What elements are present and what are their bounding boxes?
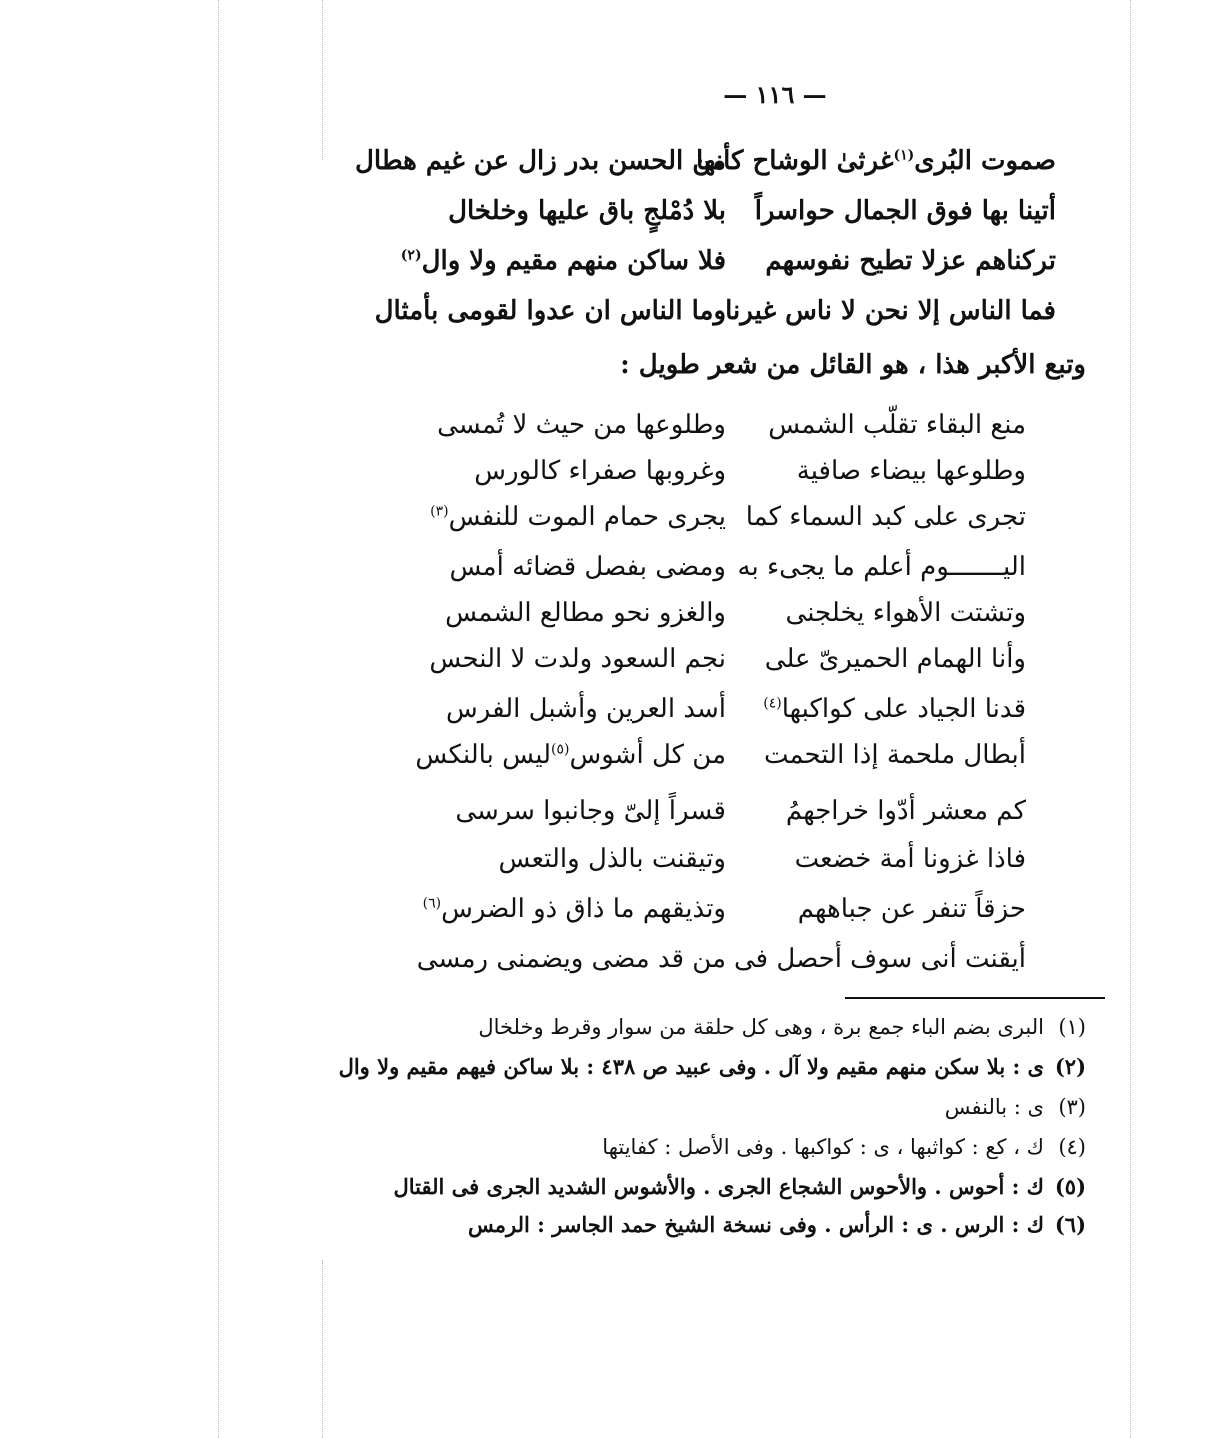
scan-artifact-line	[218, 0, 219, 1438]
verse-second-hemistich: من قد مضى ويضمنى رمسى	[416, 944, 726, 974]
verse-first-hemistich: اليـــــــوم أعلم ما يجىء به	[737, 552, 1026, 582]
verse-line	[496, 838, 1026, 880]
footnote-text: ك ، كع : كواثبها ، ى : كواكبها . وفى الأصل : كفايتها	[602, 1135, 1044, 1159]
footnote-text: ك : أحوس . والأحوس الشجاع الجرى . والأشوس الشديد الجرى فى القتال	[393, 1174, 1044, 1199]
verse-line	[374, 290, 1056, 332]
verse-line	[415, 734, 1026, 776]
verse-line	[437, 404, 1026, 446]
footnote	[602, 1130, 1086, 1164]
verse-first-hemistich: وتشتت الأهواء يخلجنى	[785, 598, 1026, 628]
footnote-ref: (١)	[893, 147, 915, 164]
footnote-number: (٣)	[1058, 1095, 1086, 1119]
page-number: — ١١٦ —	[723, 80, 827, 109]
verse-first-hemistich: أبطال ملحمة إذا التحمت	[763, 740, 1026, 770]
verse-line	[416, 938, 1026, 980]
verse-second-hemistich: أسد العرين وأشبل الفرس	[446, 694, 726, 724]
verse-second-hemistich: يجرى حمام الموت للنفس$^{(٣)}$	[430, 502, 726, 532]
verse-line	[448, 190, 1056, 232]
verse-first-hemistich: فاذا غزونا أمة خضعت	[794, 844, 1026, 874]
footnote-number: (٤)	[1058, 1135, 1086, 1159]
footnote-ref: (٤)	[763, 695, 782, 712]
verse-line	[445, 592, 1026, 634]
footnote-text: ك : الرس . ى : الرأس . وفى نسخة الشيخ حمد الجاسر : الرمس	[467, 1212, 1044, 1237]
verse-second-hemistich: ومضى بفصل قضائه أمس	[449, 552, 726, 582]
verse-second-hemistich: من الحسن بدر زال عن غيم هطال	[355, 146, 726, 176]
verse-second-hemistich: قسراً إلىّ وجانبوا سرسى	[455, 796, 726, 826]
verse-line	[422, 888, 1026, 930]
verse-second-hemistich: من كل أشوس$^{(٥)}$ليس بالنكس	[415, 740, 726, 770]
verse-first-hemistich: وأنا الهمام الحميرىّ على	[764, 644, 1026, 674]
footnote-ref: (٥)	[551, 741, 570, 758]
verse-first-hemistich: أتينا بها فوق الجمال حواسراً	[754, 196, 1056, 226]
verse-second-hemistich: بلا دُمْلجٍ باق عليها وخلخال	[448, 196, 726, 226]
verse-second-hemistich: وما الناس ان عدوا لقومى بأمثال	[374, 296, 726, 326]
verse-second-hemistich: وغروبها صفراء كالورس	[474, 456, 726, 486]
scan-artifact-line	[322, 1260, 323, 1438]
verse-first-hemistich: تجرى على كبد السماء كما	[745, 502, 1026, 532]
footnote-ref: (٢)	[400, 247, 422, 264]
footnote	[478, 1010, 1086, 1044]
footnote-number: (٢)	[1054, 1054, 1086, 1079]
verse-line	[429, 638, 1026, 680]
verse-second-hemistich: نجم السعود ولدت لا النحس	[429, 644, 726, 674]
verse-second-hemistich: فلا ساكن منهم مقيم ولا وال$^{(٢)}$	[400, 246, 726, 276]
verse-first-hemistich: تركناهم عزلا تطيح نفوسهم	[765, 246, 1056, 276]
verse-second-hemistich: وتذيقهم ما ذاق ذو الضرس$^{(٦)}$	[422, 894, 726, 924]
verse-first-hemistich: وطلوعها بيضاء صافية	[796, 456, 1026, 486]
footnote	[945, 1090, 1086, 1124]
verse-line	[400, 240, 1056, 282]
verse-first-hemistich: فما الناس إلا نحن لا ناس غيرنا	[725, 296, 1056, 326]
verse-line	[430, 496, 1026, 538]
scan-artifact-line	[322, 0, 323, 160]
verse-line	[446, 688, 1026, 730]
verse-line	[474, 450, 1026, 492]
verse-first-hemistich: منع البقاء تقلّب الشمس	[768, 410, 1026, 440]
verse-line	[355, 140, 1056, 182]
verse-first-hemistich: أيقنت أنى سوف أحصل فى	[734, 944, 1026, 974]
footnote-separator	[845, 997, 1105, 999]
verse-first-hemistich: كم معشر أدّوا خراجهمُ	[785, 796, 1026, 826]
scan-artifact-line	[1130, 0, 1131, 1438]
footnote-number: (٥)	[1054, 1174, 1086, 1199]
verse-second-hemistich: وطلوعها من حيث لا تُمسى	[437, 410, 726, 440]
footnote	[339, 1050, 1086, 1084]
footnote-text: ى : بالنفس	[944, 1095, 1044, 1119]
footnote-text: البرى بضم الباء جمع برة ، وهى كل حلقة من سوار وقرط وخلخال	[478, 1015, 1044, 1039]
footnote-number: (١)	[1058, 1015, 1086, 1039]
footnote-number: (٦)	[1054, 1212, 1086, 1237]
footnote-ref: (٣)	[430, 503, 449, 520]
verse-line	[455, 790, 1026, 832]
verse-first-hemistich: حزقاً تنفر عن جباههم	[797, 894, 1026, 924]
verse-line	[449, 546, 1026, 588]
prose-paragraph: وتبع الأكبر هذا ، هو القائل من شعر طويل :	[620, 350, 1086, 380]
footnote	[468, 1208, 1086, 1242]
footnote-ref: (٦)	[422, 895, 442, 912]
verse-second-hemistich: وتيقنت بالذل والتعس	[498, 844, 726, 874]
verse-first-hemistich: صموت البُرى$^{(١)}$غرثىٰ الوشاح كأنها	[695, 146, 1056, 176]
verse-second-hemistich: والغزو نحو مطالع الشمس	[445, 598, 726, 628]
verse-first-hemistich: قدنا الجياد على كواكبها$^{(٤)}$	[763, 694, 1026, 724]
footnote-text: ى : بلا سكن منهم مقيم ولا آل . وفى عبيد ص ٤٣٨ : بلا ساكن فيهم مقيم ولا وال	[338, 1054, 1044, 1079]
footnote	[394, 1170, 1087, 1204]
